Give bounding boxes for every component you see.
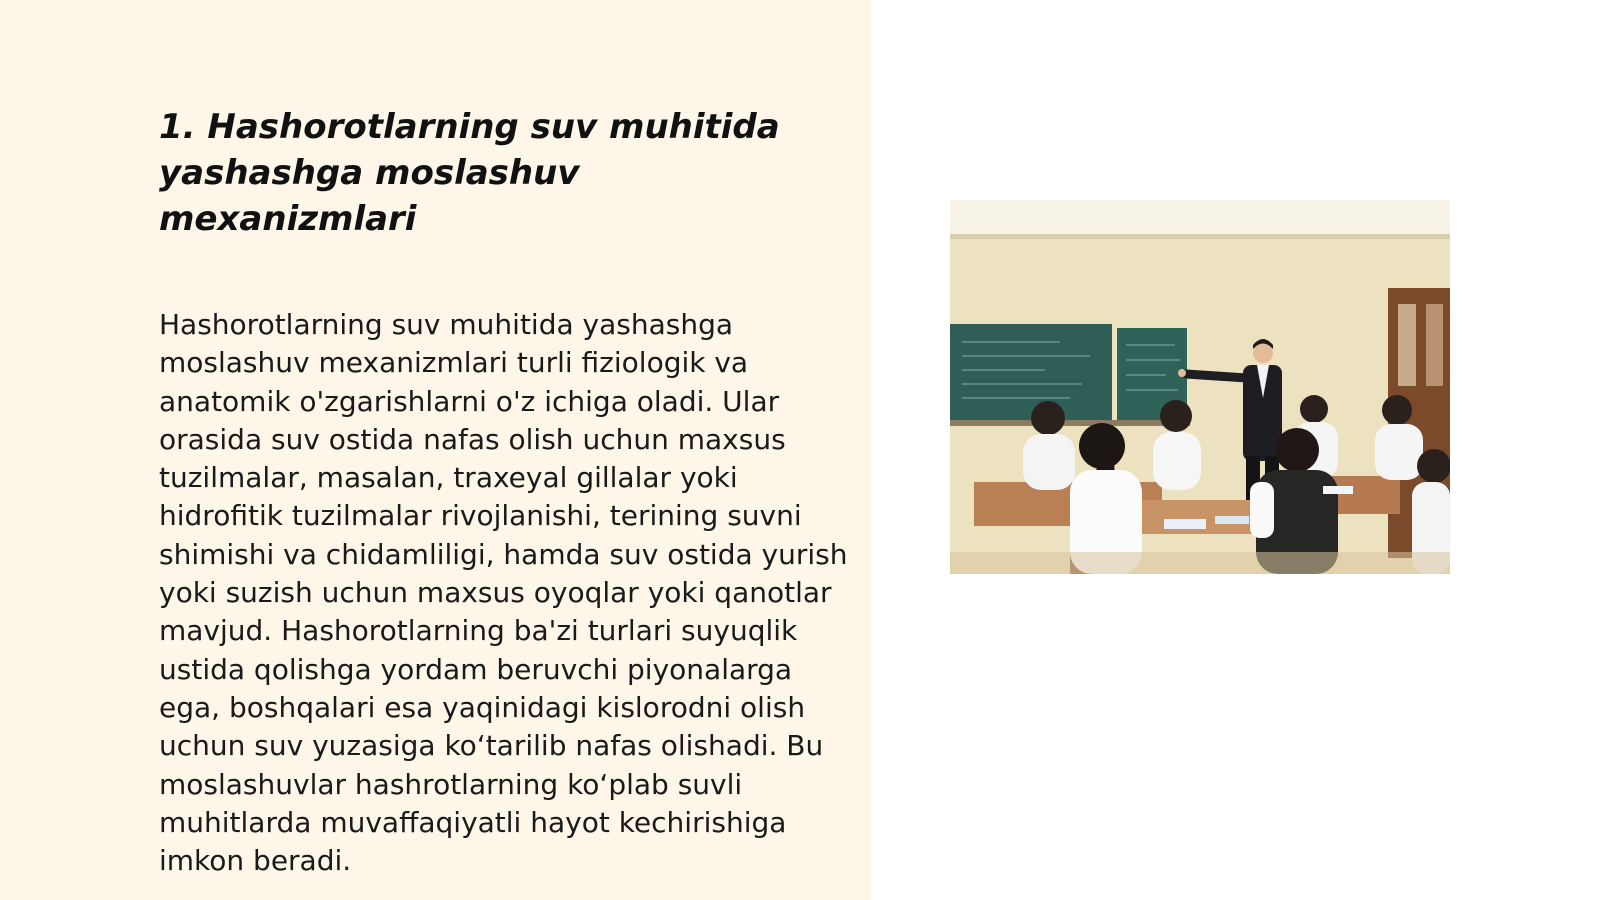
body-paragraph: Hashorotlarning suv muhitida yashashga moslashuv mexanizmlari turli fiziologik va anatomik o'zgarishlarni o'z ichiga oladi. Ular orasida suv ostida nafas olish uchun maxsus tuzilmalar, masalan, traxeyal gillalar yoki hidrofitik tuzilmalar rivojlanishi, terining suvni shimishi va chidamliligi, hamda suv ostida yurish yoki suzish uchun maxsus oyoqlar yoki qanotlar mavjud. Hashorotlarning ba'zi turlari suyuqlik ustida qolishga yordam beruvchi piyonalarga ega, boshqalari esa yaqinidagi kislorodni olish uchun suv yuzasiga ko‘tarilib nafas olishadi. Bu moslashuvlar hashrotlarning ko‘plab suvli muhitlarda muvaffaqiyatli hayot kechirishiga imkon beradi. bbox=[159, 308, 848, 878]
slide-title: 1. Hashorotlarning suv muhitida yashashga moslashuv mexanizmlari bbox=[159, 107, 780, 239]
classroom-illustration bbox=[950, 200, 1450, 574]
classroom-photo bbox=[950, 200, 1450, 574]
